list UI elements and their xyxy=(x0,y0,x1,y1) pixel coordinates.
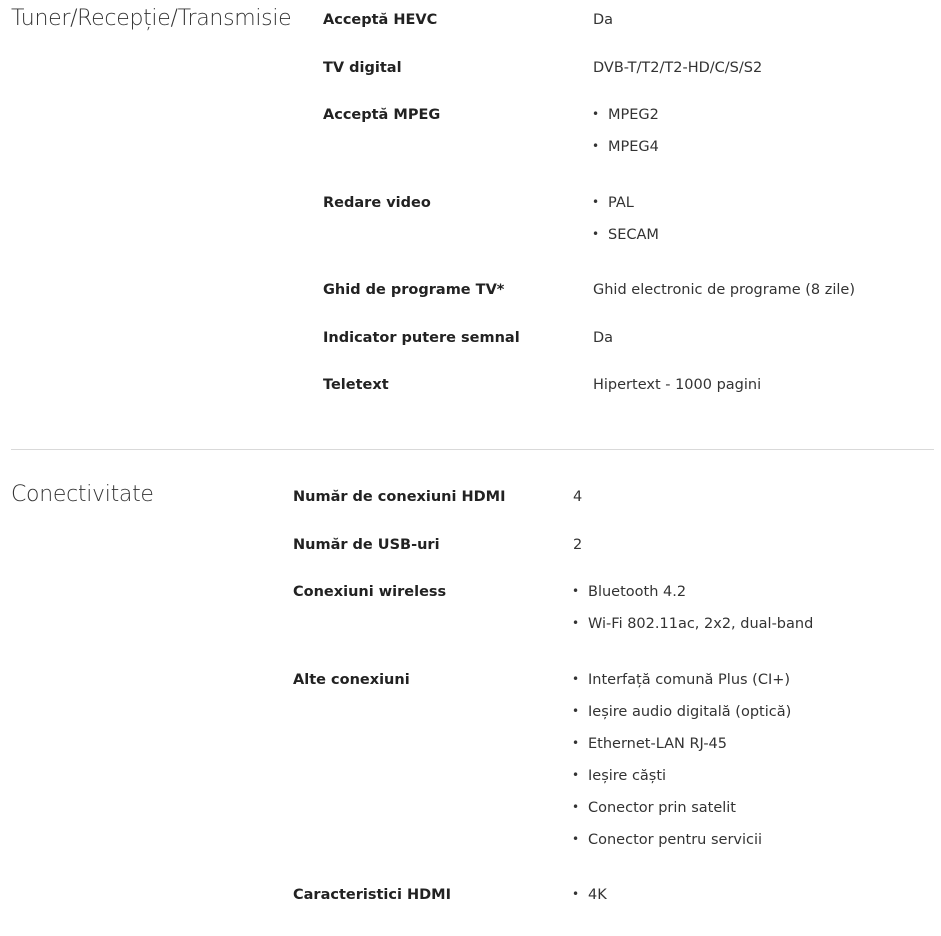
bullet-icon: • xyxy=(592,107,600,121)
bullet-icon: • xyxy=(572,584,580,598)
bullet-icon: • xyxy=(572,832,580,846)
section-title: Conectivitate xyxy=(11,482,154,507)
bullet-icon: • xyxy=(572,800,580,814)
bullet-icon: • xyxy=(572,887,580,901)
spec-value: Ghid electronic de programe (8 zile) xyxy=(593,282,856,298)
list-item: • MPEG2 xyxy=(592,107,659,123)
spec-label: Număr de USB-uri xyxy=(293,537,440,553)
bullet-icon: • xyxy=(572,768,580,782)
list-item: • Ieșire căști xyxy=(572,768,667,784)
spec-label: Alte conexiuni xyxy=(293,672,410,688)
spec-value-list xyxy=(572,672,791,864)
spec-label: Acceptă HEVC xyxy=(323,12,438,28)
list-item: • Ethernet-LAN RJ-45 xyxy=(572,736,727,752)
spec-label: TV digital xyxy=(323,60,402,76)
list-item: • Conector prin satelit xyxy=(572,800,736,816)
spec-value: 4 xyxy=(573,489,583,505)
section-title: Tuner/Recepție/Transmisie xyxy=(11,6,292,31)
spec-label: Caracteristici HDMI xyxy=(293,887,451,903)
spec-label: Acceptă MPEG xyxy=(323,107,441,123)
spec-label: Ghid de programe TV* xyxy=(323,282,505,298)
bullet-icon: • xyxy=(572,672,580,686)
spec-value: Da xyxy=(593,12,614,28)
spec-label: Teletext xyxy=(323,377,389,393)
list-item: • 4K xyxy=(572,887,607,903)
list-item: • Wi-Fi 802.11ac, 2x2, dual-band xyxy=(572,616,814,632)
list-item: • SECAM xyxy=(592,227,659,243)
section-divider xyxy=(11,449,934,450)
spec-label: Număr de conexiuni HDMI xyxy=(293,489,506,505)
spec-label: Indicator putere semnal xyxy=(323,330,520,346)
spec-value-list xyxy=(572,584,813,648)
spec-value: Hipertext - 1000 pagini xyxy=(593,377,762,393)
bullet-icon: • xyxy=(572,736,580,750)
spec-value: DVB-T/T2/T2-HD/C/S/S2 xyxy=(593,60,763,76)
bullet-icon: • xyxy=(572,704,580,718)
bullet-icon: • xyxy=(592,195,600,209)
spec-value-list xyxy=(572,887,607,919)
bullet-icon: • xyxy=(572,616,580,630)
spec-label: Redare video xyxy=(323,195,431,211)
list-item: • Bluetooth 4.2 xyxy=(572,584,687,600)
bullet-icon: • xyxy=(592,227,600,241)
bullet-icon: • xyxy=(592,139,600,153)
spec-value-list xyxy=(592,107,659,171)
list-item: • PAL xyxy=(592,195,634,211)
list-item: • Conector pentru servicii xyxy=(572,832,763,848)
spec-value-list xyxy=(592,195,659,259)
spec-value: 2 xyxy=(573,537,583,553)
list-item: • MPEG4 xyxy=(592,139,659,155)
list-item: • Interfață comună Plus (CI+) xyxy=(572,672,791,688)
spec-label: Conexiuni wireless xyxy=(293,584,447,600)
spec-value: Da xyxy=(593,330,614,346)
list-item: • Ieșire audio digitală (optică) xyxy=(572,704,792,720)
